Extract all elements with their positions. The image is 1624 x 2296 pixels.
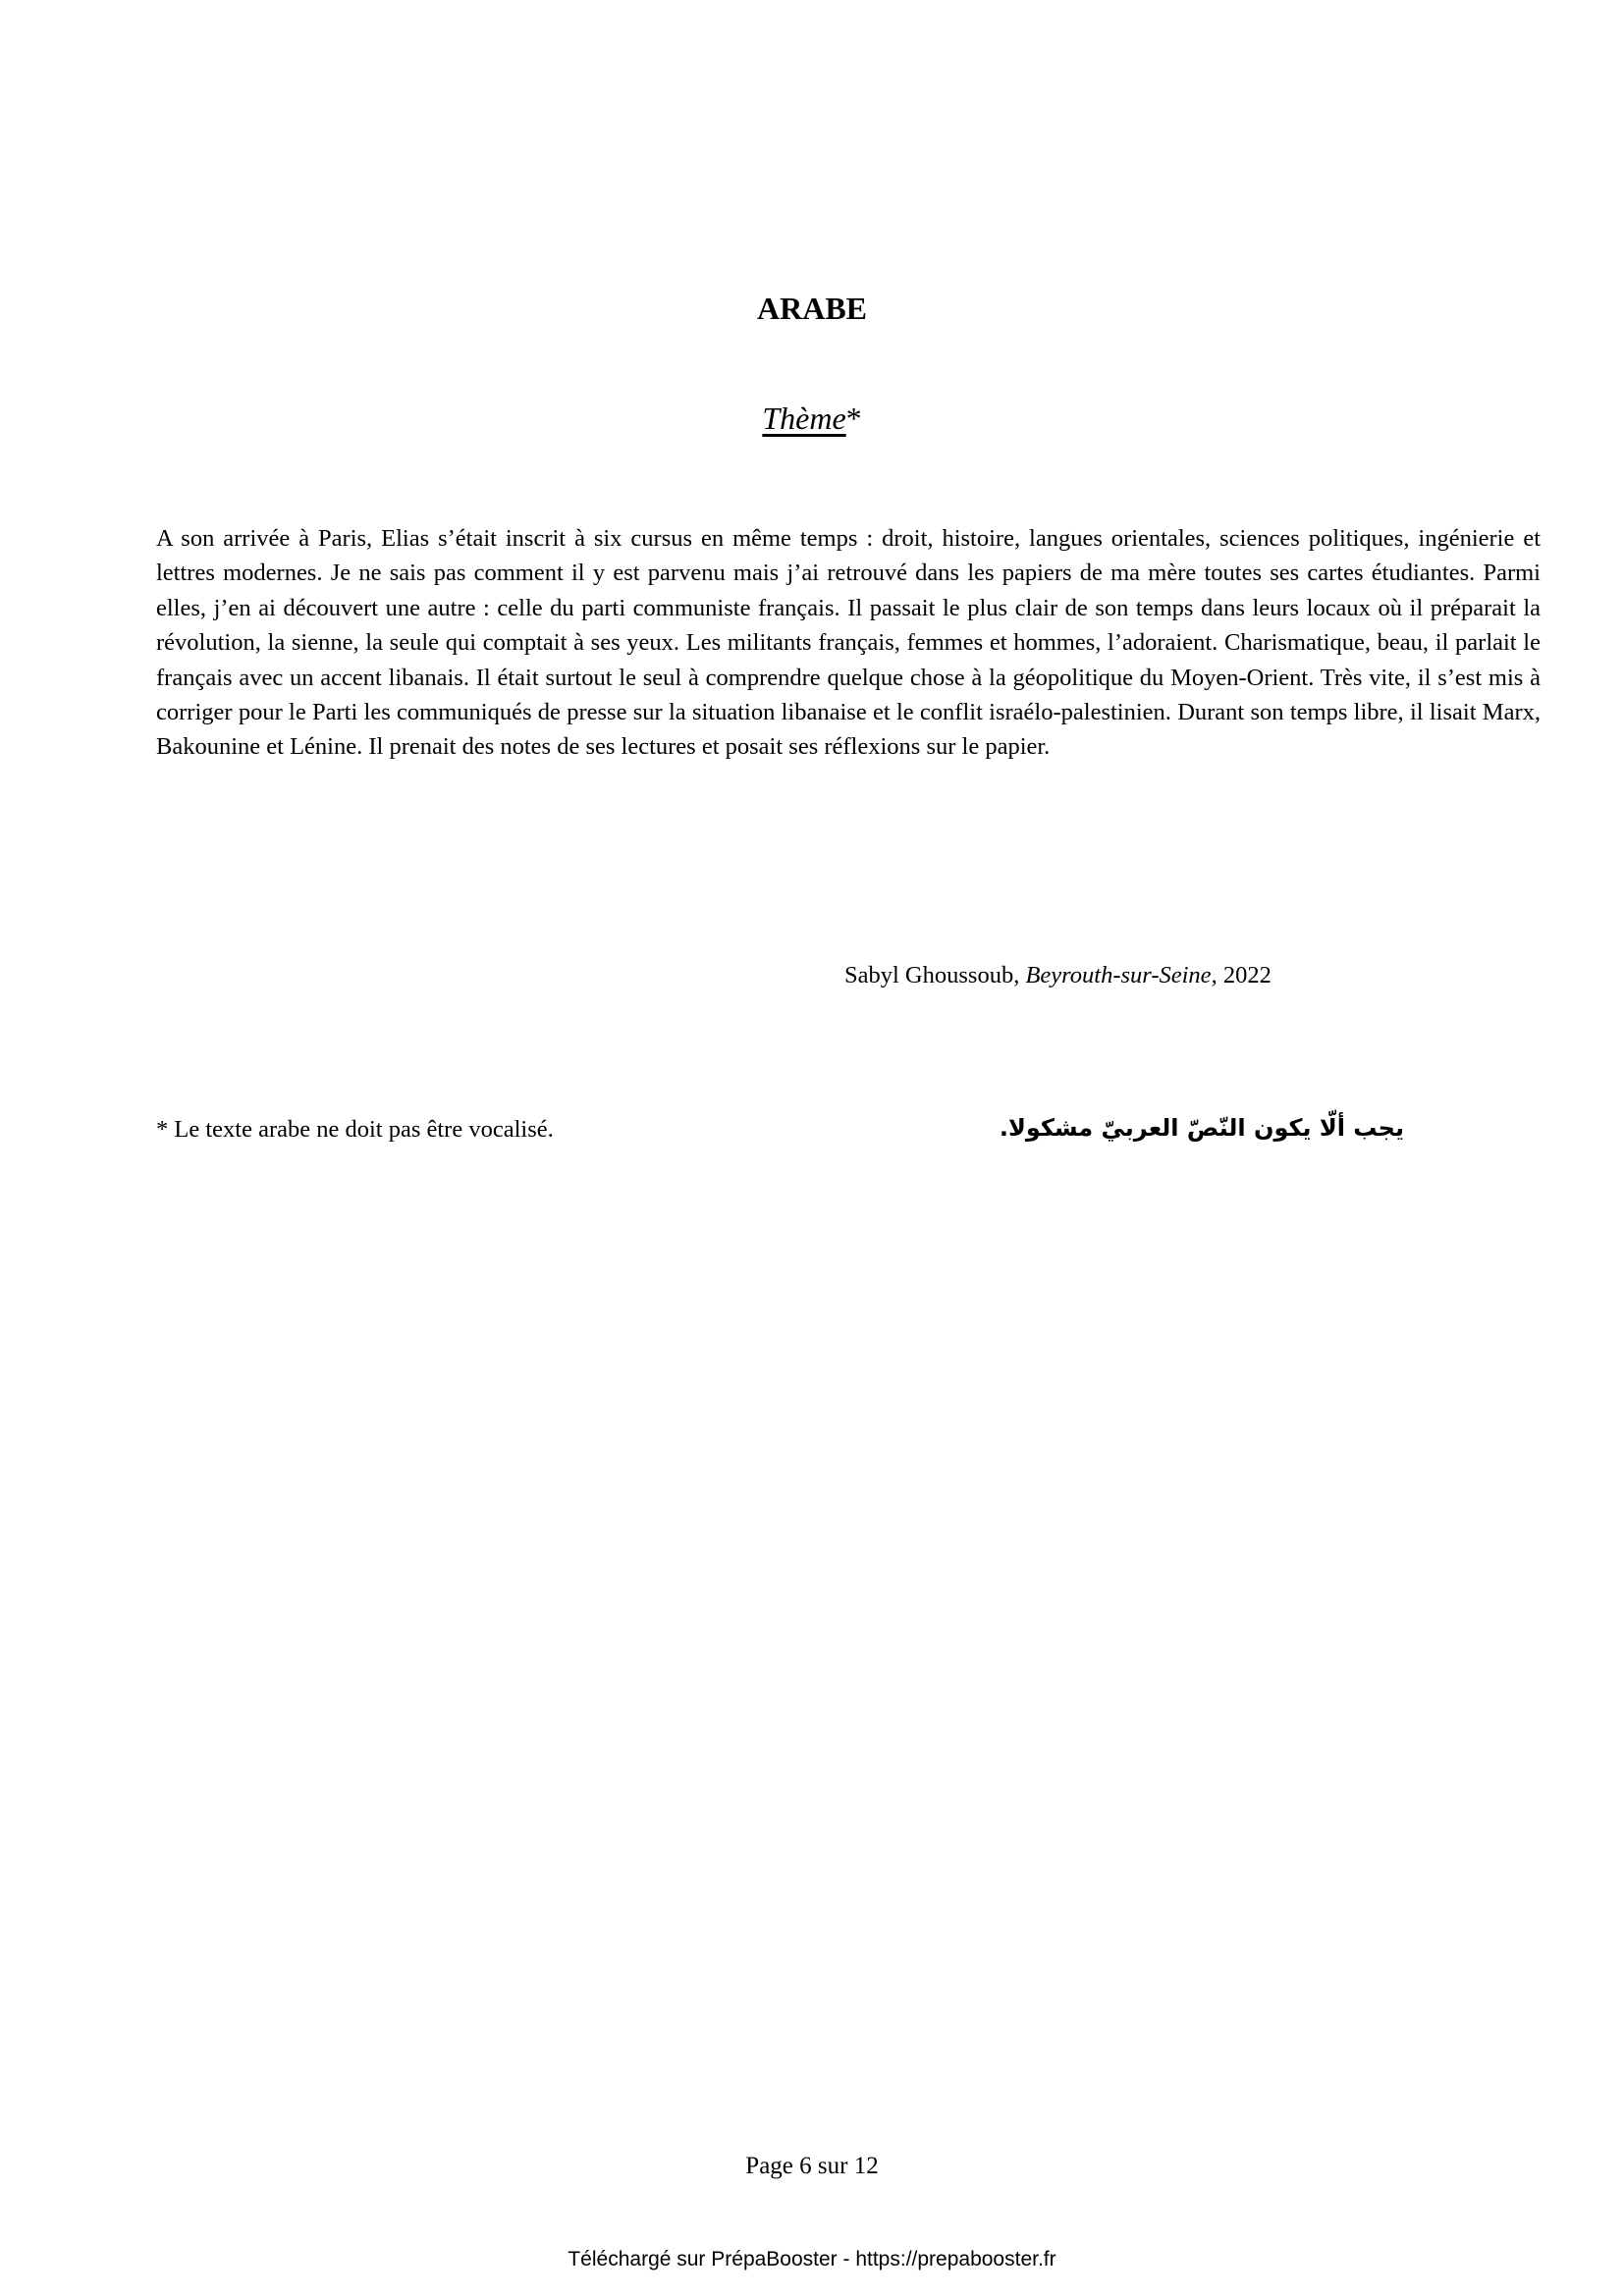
subtitle-label: Thème xyxy=(762,400,846,436)
footnote-french: * Le texte arabe ne doit pas être vocalisé. xyxy=(156,1116,554,1143)
citation-author: Sabyl Ghoussoub, xyxy=(844,962,1026,988)
citation-year: , 2022 xyxy=(1211,962,1272,988)
page-number: Page 6 sur 12 xyxy=(745,2153,879,2179)
theme-passage: A son arrivée à Paris, Elias s’était inscrit à six cursus en même temps : droit, histoire, langues orientales, sciences politiques, ingénierie et lettres modernes. Je ne sais pas comment il y est parvenu mais j’ai retrouvé dans les papiers de ma mère toutes ses cartes étudiantes. Parmi elles, j’en ai découvert une autre : celle du parti communiste français. Il passait le plus clair de son temps dans leurs locaux où il préparait la révolution, la sienne, la seule qui comptait à ses yeux. Les militants français, femmes et hommes, l’adoraient. Charismatique, beau, il parlait le français avec un accent libanais. Il était surtout le seul à comprendre quelque chose à la géopolitique du Moyen-Orient. Très vite, il s’est mis à corriger pour le Parti les communiqués de presse sur la situation libanaise et le conflit israélo-palestinien. Durant son temps libre, il lisait Marx, Bakounine et Lénine. Il prenait des notes de ses lectures et posait ses réflexions sur le papier. xyxy=(156,525,1541,761)
citation-work: Beyrouth-sur-Seine xyxy=(1025,962,1212,988)
section-title: ARABE xyxy=(756,291,867,326)
download-footer: Téléchargé sur PrépaBooster - https://prepabooster.fr xyxy=(568,2248,1056,2270)
subtitle xyxy=(0,400,1624,437)
citation xyxy=(844,962,1272,989)
subtitle-asterisk: * xyxy=(845,400,862,436)
footnote-arabic: يجب ألّا يكون النّصّ العربيّ مشكولا. xyxy=(999,1114,1404,1142)
